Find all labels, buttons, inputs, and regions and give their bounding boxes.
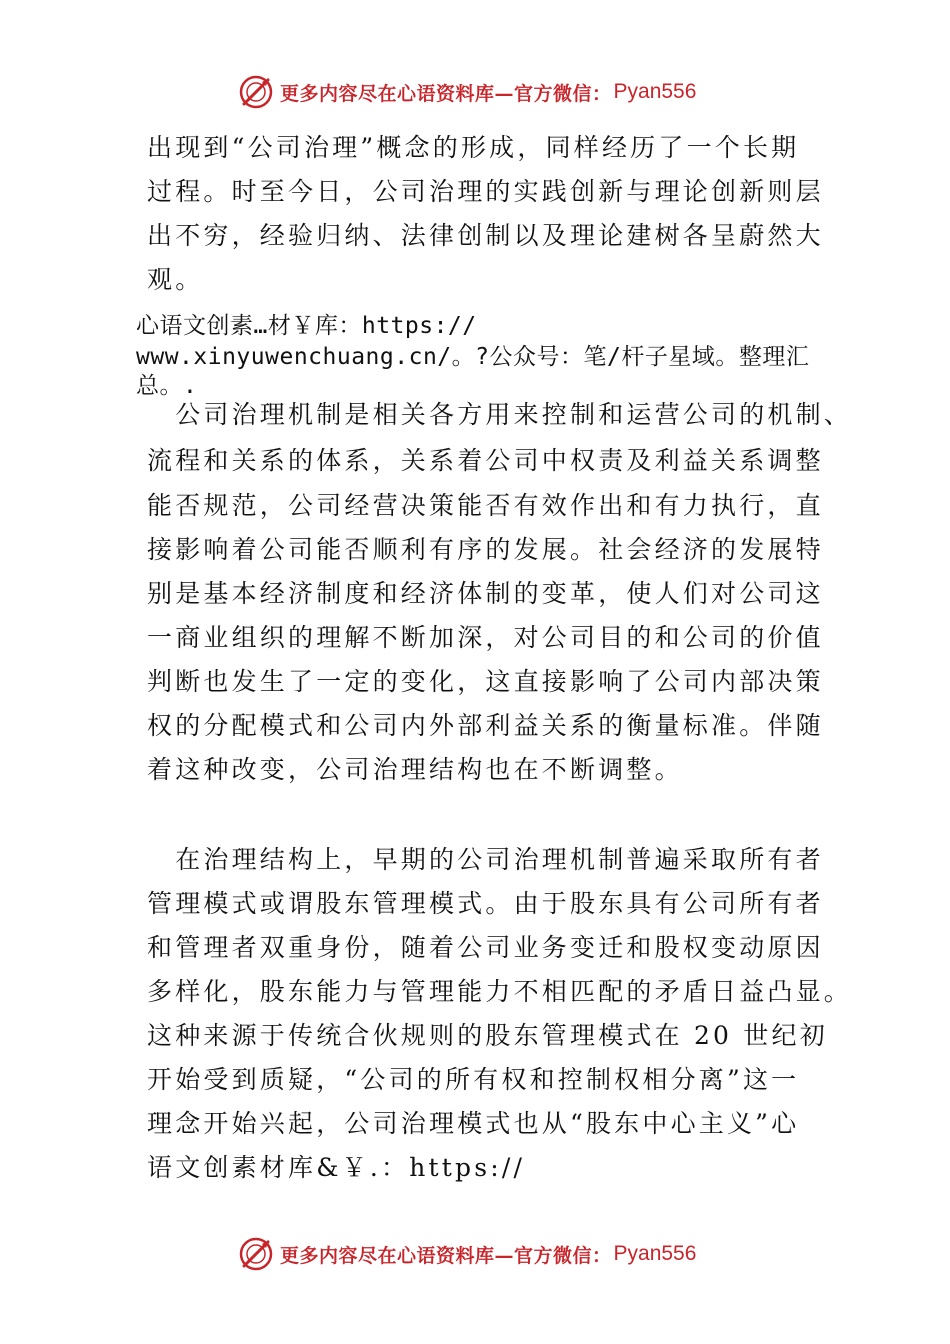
text-line: 权的分配模式和公司内外部利益关系的衡量标准。伴随 bbox=[147, 711, 824, 740]
text-line: 这种来源于传统合伙规则的股东管理模式在 20 世纪初 bbox=[147, 1021, 828, 1050]
text-line: 观。 bbox=[147, 265, 204, 294]
header-banner bbox=[0, 70, 950, 114]
text-line: 出不穷，经验归纳、法律创制以及理论建树各呈蔚然大 bbox=[147, 221, 824, 250]
text-line: 接影响着公司能否顺利有序的发展。社会经济的发展特 bbox=[147, 535, 824, 564]
text-line: 别是基本经济制度和经济体制的变革，使人们对公司这 bbox=[147, 579, 824, 608]
banner-text: 更多内容尽在心语资料库—官方微信： bbox=[280, 82, 612, 105]
text-line: 公司治理机制是相关各方用来控制和运营公司的机制、 bbox=[147, 400, 853, 429]
brand-logo-icon bbox=[238, 74, 274, 110]
text-line: 在治理结构上，早期的公司治理机制普遍采取所有者 bbox=[147, 845, 824, 874]
banner-contact: Pyan556 bbox=[613, 1242, 697, 1265]
text-line: 着这种改变，公司治理结构也在不断调整。 bbox=[147, 755, 683, 784]
text-line: 一商业组织的理解不断加深，对公司目的和公司的价值 bbox=[147, 623, 824, 652]
text-line: 出现到“公司治理”概念的形成，同样经历了一个长期 bbox=[147, 133, 800, 162]
note-line: 心语文创素…材￥库：https:// bbox=[136, 313, 477, 339]
text-line: 流程和关系的体系，关系着公司中权责及利益关系调整 bbox=[147, 446, 824, 475]
footer-banner bbox=[0, 1232, 950, 1276]
banner-text: 更多内容尽在心语资料库—官方微信： bbox=[280, 1244, 612, 1267]
text-line: 判断也发生了一定的变化，这直接影响了公司内部决策 bbox=[147, 667, 824, 696]
text-line: 和管理者双重身份，随着公司业务变迁和股权变动原因 bbox=[147, 933, 824, 962]
note-line: www.xinyuwenchuang.cn/。?公众号：笔/杆子星域。整理汇 bbox=[136, 344, 810, 370]
text-line: 过程。时至今日，公司治理的实践创新与理论创新则层 bbox=[147, 177, 824, 206]
text-line: 多样化，股东能力与管理能力不相匹配的矛盾日益凸显。 bbox=[147, 977, 853, 1006]
text-line: 开始受到质疑，“公司的所有权和控制权相分离”这一 bbox=[147, 1065, 800, 1094]
text-line: 语文创素材库&￥.：https:// bbox=[147, 1153, 526, 1182]
banner-contact: Pyan556 bbox=[613, 80, 697, 103]
text-line: 理念开始兴起，公司治理模式也从“股东中心主义”心 bbox=[147, 1109, 800, 1138]
text-line: 管理模式或谓股东管理模式。由于股东具有公司所有者 bbox=[147, 889, 824, 918]
text-line: 能否规范，公司经营决策能否有效作出和有力执行，直 bbox=[147, 491, 824, 520]
brand-logo-icon bbox=[238, 1236, 274, 1272]
note-line: 总。. bbox=[136, 373, 198, 399]
